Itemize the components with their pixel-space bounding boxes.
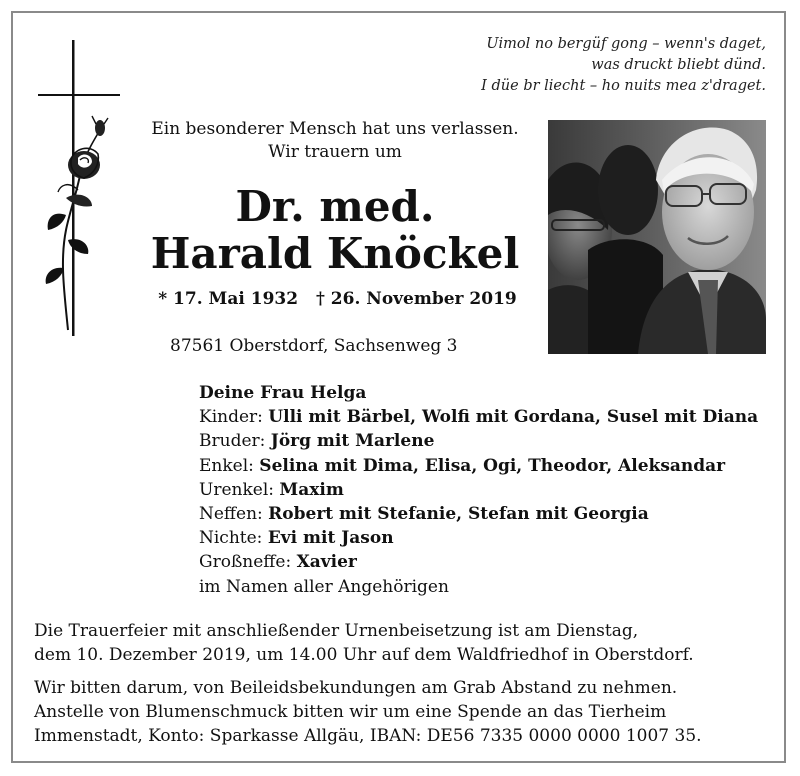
family-row — [199, 429, 758, 453]
family-label: Großneffe: — [199, 552, 297, 573]
donation-notice-line: Anstelle von Blumenschmuck bitten wir um eine Spende an das Tierheim — [34, 702, 667, 722]
family-row — [199, 478, 758, 502]
poem — [436, 34, 766, 97]
donation-notice — [34, 676, 766, 748]
funeral-notice-line: dem 10. Dezember 2019, um 14.00 Uhr auf dem Waldfriedhof in Oberstdorf. — [34, 645, 694, 665]
address: 87561 Oberstdorf, Sachsenweg 3 — [170, 336, 458, 356]
family-names: Maxim — [279, 479, 344, 500]
family-label: Neffen: — [199, 504, 269, 525]
family-row — [199, 550, 758, 574]
family-closing: im Namen aller Angehörigen — [199, 576, 449, 597]
birth-date: * 17. Mai 1932 — [158, 289, 299, 309]
family-names: Jörg mit Marlene — [270, 431, 435, 452]
funeral-notice — [34, 619, 766, 667]
family-row — [199, 502, 758, 526]
family-label: Enkel: — [199, 455, 260, 476]
family-row — [199, 526, 758, 550]
family-row — [199, 454, 758, 478]
family-label: Bruder: — [199, 431, 271, 452]
family-names: Selina mit Dima, Elisa, Ogi, Theodor, Aleksandar — [259, 455, 726, 476]
life-dates — [135, 289, 540, 309]
family-names: Robert mit Stefanie, Stefan mit Georgia — [268, 504, 649, 525]
donation-notice-line: Wir bitten darum, von Beileidsbekundungen am Grab Abstand zu nehmen. — [34, 678, 678, 698]
poem-line: Uimol no bergüf gong – wenn's daget, — [486, 36, 766, 52]
family-wife: Deine Frau Helga — [199, 383, 367, 403]
deceased-title: Dr. med. — [235, 182, 435, 231]
poem-line: I düe br liecht – ho nuits mea z'draget. — [481, 78, 766, 94]
portrait-photo — [548, 120, 766, 354]
death-date: † 26. November 2019 — [315, 289, 517, 309]
intro-line: Ein besonderer Mensch hat uns verlassen. — [151, 119, 519, 139]
family-names: Xavier — [296, 552, 357, 573]
deceased-name: Harald Knöckel — [150, 229, 520, 278]
intro-line: Wir trauern um — [268, 142, 402, 162]
funeral-notice-line: Die Trauerfeier mit anschließender Urnenbeisetzung ist am Dienstag, — [34, 621, 639, 641]
family-list — [199, 381, 758, 599]
family-label: Kinder: — [199, 407, 269, 428]
family-label: Urenkel: — [199, 479, 280, 500]
donation-notice-line: Immenstadt, Konto: Sparkasse Allgäu, IBAN: DE56 7335 0000 0000 1007 35. — [34, 726, 702, 746]
family-names: Ulli mit Bärbel, Wolfi mit Gordana, Susel mit Diana — [268, 407, 759, 428]
cross-with-rose-icon — [38, 40, 120, 340]
family-label: Nichte: — [199, 528, 268, 549]
family-row — [199, 405, 758, 429]
poem-line: was druckt bliebt dünd. — [591, 57, 766, 73]
family-names: Evi mit Jason — [267, 528, 394, 549]
